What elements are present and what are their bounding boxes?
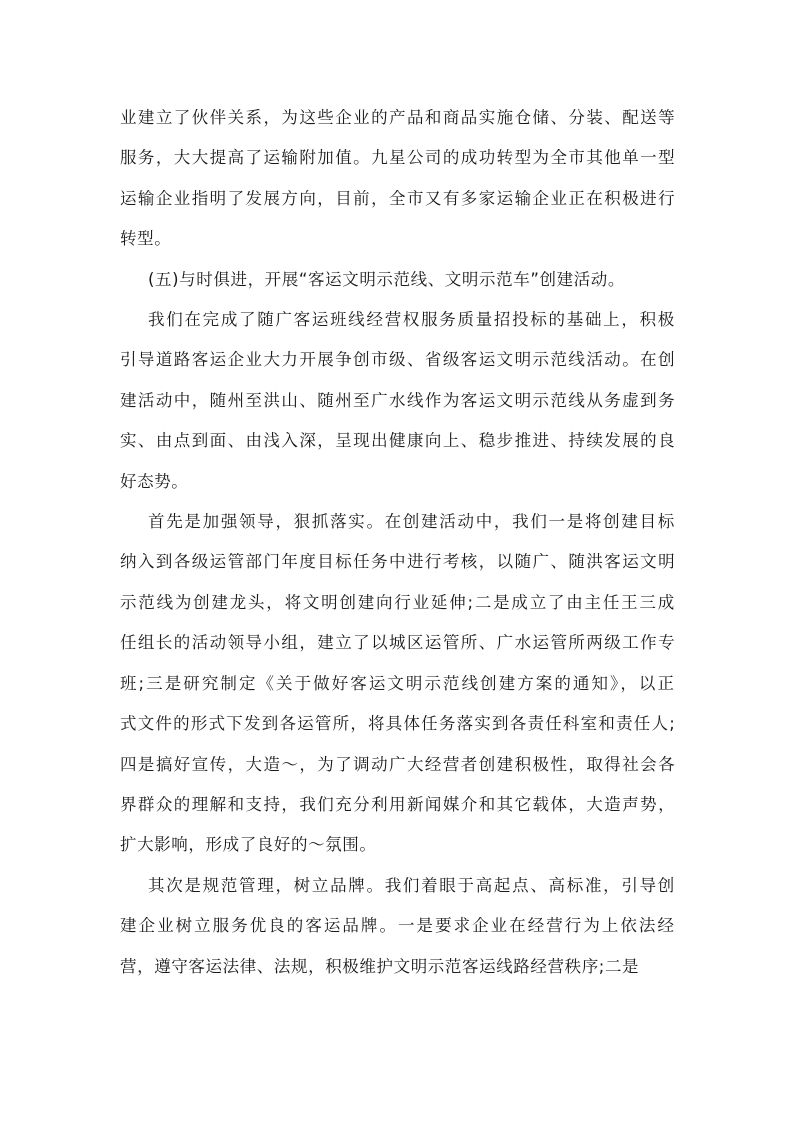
text-line: 营，遵守客运法律、法规，积极维护文明示范客运线路经营秩序;二是: [120, 956, 640, 976]
text-line: 界群众的理解和支持，我们充分利用新闻媒介和其它载体，大造声势，: [120, 794, 676, 814]
text-line: 式文件的形式下发到各运管所，将具体任务落实到各责任科室和责任人;: [120, 714, 676, 734]
paragraph: [120, 300, 676, 502]
text-line: 首先是加强领导，狠抓落实。在创建活动中，我们一是将创建目标: [148, 512, 676, 532]
text-line: 好态势。: [120, 471, 189, 491]
text-line: 其次是规范管理，树立品牌。我们着眼于高起点、高标准，引导创: [148, 875, 676, 895]
text-line: 引导道路客运企业大力开展争创市级、省级客运文明示范线活动。在创: [120, 350, 676, 370]
text-line: 实、由点到面、由浅入深，呈现出健康向上、稳步推进、持续发展的良: [120, 431, 676, 451]
document-body: [120, 98, 676, 987]
text-line: 运输企业指明了发展方向，目前，全市又有多家运输企业正在积极进行: [120, 188, 676, 208]
text-line: 示范线为创建龙头，将文明创建向行业延伸;二是成立了由主任王三成: [120, 592, 676, 612]
text-line: 业建立了伙伴关系，为这些企业的产品和商品实施仓储、分装、配送等: [120, 108, 676, 127]
text-line: 任组长的活动领导小组，建立了以城区运管所、广水运管所两级工作专: [120, 633, 676, 653]
text-line: (五)与时俱进，开展“客运文明示范线、文明示范车”创建活动。: [148, 269, 625, 289]
text-line: 班;三是研究制定《关于做好客运文明示范线创建方案的通知》，以正: [120, 673, 676, 693]
text-line: 四是搞好宣传，大造～，为了调动广大经营者创建积极性，取得社会各: [120, 754, 676, 774]
text-line: 服务，大大提高了运输附加值。九星公司的成功转型为全市其他单一型: [120, 148, 676, 168]
text-line: 建企业树立服务优良的客运品牌。一是要求企业在经营行为上依法经: [120, 916, 676, 936]
text-line: 扩大影响，形成了良好的～氛围。: [120, 835, 377, 855]
text-line: 纳入到各级运管部门年度目标任务中进行考核，以随广、随洪客运文明: [120, 552, 676, 572]
text-line: 我们在完成了随广客运班线经营权服务质量招投标的基础上，积极: [148, 310, 676, 330]
paragraph: [120, 98, 676, 260]
text-line: 建活动中，随州至洪山、随州至广水线作为客运文明示范线从务虚到务: [120, 390, 676, 410]
paragraph: [120, 502, 676, 866]
text-line: 转型。: [120, 229, 172, 249]
paragraph: [120, 866, 676, 987]
paragraph: [120, 260, 676, 300]
